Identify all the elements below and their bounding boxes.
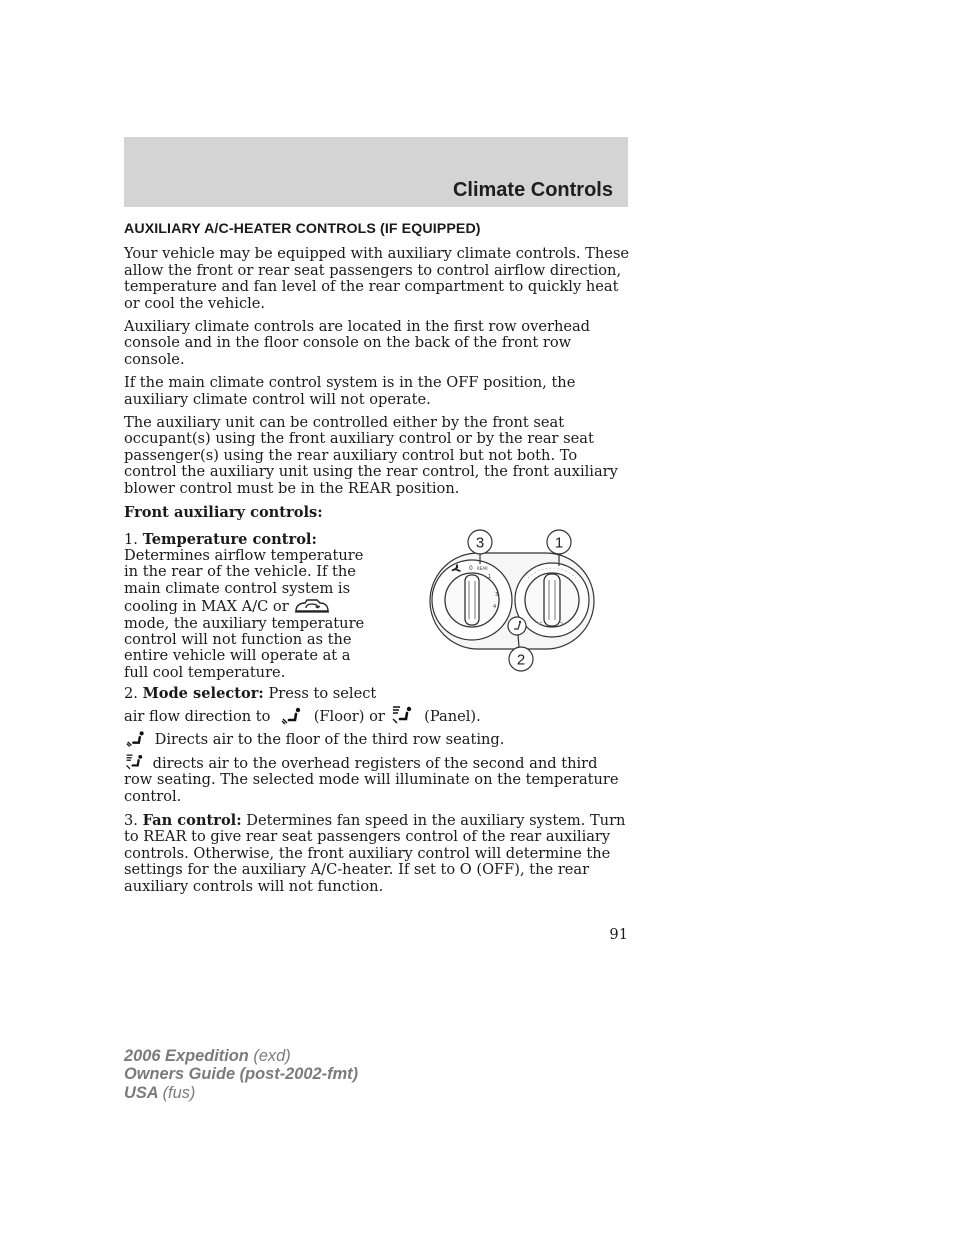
callout-1-label: 1 bbox=[554, 534, 564, 551]
footer-line-2: Owners Guide (post-2002-fmt) bbox=[124, 1065, 359, 1084]
fan-control-knob bbox=[432, 560, 512, 640]
item-title: Mode selector: bbox=[142, 684, 264, 702]
footer-line-3 bbox=[124, 1084, 358, 1102]
section-heading: AUXILIARY A/C-HEATER CONTROLS (IF EQUIPPED) bbox=[124, 221, 481, 237]
footer bbox=[124, 1047, 358, 1102]
footer-market: USA bbox=[124, 1083, 158, 1102]
temperature-control-item bbox=[124, 532, 630, 682]
item-number: 3. bbox=[124, 811, 138, 829]
subheading: Front auxiliary controls: bbox=[124, 504, 323, 522]
panel-airflow-icon bbox=[390, 705, 418, 725]
floor-mode-description bbox=[124, 730, 630, 748]
footer-line-1 bbox=[124, 1047, 358, 1065]
paragraph-4: The auxiliary unit can be controlled either by the front seat occupant(s) using the front auxiliary control or by the rear seat passenger(s) using the rear auxiliary control but not both. To control the auxiliary unit using the rear control, the front auxiliary blower control must be in the REAR position. bbox=[124, 414, 618, 497]
mode-selector-line-1 bbox=[124, 686, 630, 702]
page-title: Climate Controls bbox=[452, 179, 613, 201]
page-number: 91 bbox=[609, 926, 628, 943]
item-text: Press to select bbox=[268, 684, 377, 702]
paragraph-2: Auxiliary climate controls are located in the first row overhead console and in the floor console on the back of the front row console. bbox=[124, 318, 591, 368]
footer-model-code: (exd) bbox=[253, 1047, 291, 1065]
main-content bbox=[124, 221, 630, 902]
paragraph-3: If the main climate control system is in the OFF position, the auxiliary climate control will not operate. bbox=[124, 374, 576, 408]
paragraph-1: Your vehicle may be equipped with auxiliary climate controls. These allow the front or rear seat passengers to control airflow direction, temperature and fan level of the rear compartment to quickly heat or cool the vehicle. bbox=[124, 245, 630, 312]
mode-selector-button bbox=[508, 617, 526, 635]
callout-2-label: 2 bbox=[516, 651, 526, 668]
mode-selector-line-2 bbox=[124, 705, 630, 725]
floor-airflow-icon bbox=[124, 730, 150, 748]
panel-description-text: directs air to the overhead registers of the second and third row seating. The selected mode will illuminate on the temperature control. bbox=[124, 754, 619, 805]
panel-mode-description bbox=[124, 752, 630, 805]
footer-model: 2006 Expedition bbox=[124, 1047, 249, 1065]
panel-airflow-icon bbox=[124, 752, 148, 772]
floor-label: (Floor) or bbox=[313, 707, 385, 725]
header-band bbox=[124, 137, 628, 207]
floor-description-text: Directs air to the floor of the third row seating. bbox=[154, 731, 505, 749]
footer-market-code: (fus) bbox=[162, 1083, 196, 1102]
temperature-control-text bbox=[124, 532, 374, 682]
item-title: Fan control: bbox=[142, 811, 242, 829]
dial-label-one: 1 bbox=[488, 573, 492, 580]
recirculation-car-icon bbox=[293, 597, 331, 615]
dial-label-three: 3 bbox=[495, 591, 499, 598]
fan-control-item bbox=[124, 813, 630, 895]
item-text: Determines fan speed in the auxiliary system. Turn to REAR to give rear seat passengers control of the rear auxiliary controls. Otherwise, the front auxiliary control will determine the settings for the auxiliary A/C-heater. If set to O (OFF), the rear auxiliary controls will not function. bbox=[124, 811, 626, 895]
front-auxiliary-control-diagram bbox=[426, 526, 598, 676]
floor-airflow-icon bbox=[279, 707, 307, 725]
dial-label-off: 0 bbox=[469, 564, 473, 572]
callout-3-label: 3 bbox=[475, 534, 485, 551]
item-number: 2. bbox=[124, 684, 138, 702]
panel-label: (Panel). bbox=[424, 707, 481, 725]
item-number: 1. bbox=[124, 530, 138, 548]
dial-label-four: 4 bbox=[493, 603, 497, 610]
item-text: Determines airflow temperature in the rear of the vehicle. If the main climate control system is cooling in MAX A/C or bbox=[124, 546, 364, 616]
item-title: Temperature control: bbox=[142, 530, 317, 548]
mode-selector-item bbox=[124, 686, 630, 805]
dial-label-rear: REAR bbox=[477, 565, 488, 571]
item-text-continued: mode, the auxiliary temperature control will not function as the entire vehicle will operate at a full cool temperature. bbox=[124, 614, 365, 681]
item-text: air flow direction to bbox=[124, 707, 271, 725]
